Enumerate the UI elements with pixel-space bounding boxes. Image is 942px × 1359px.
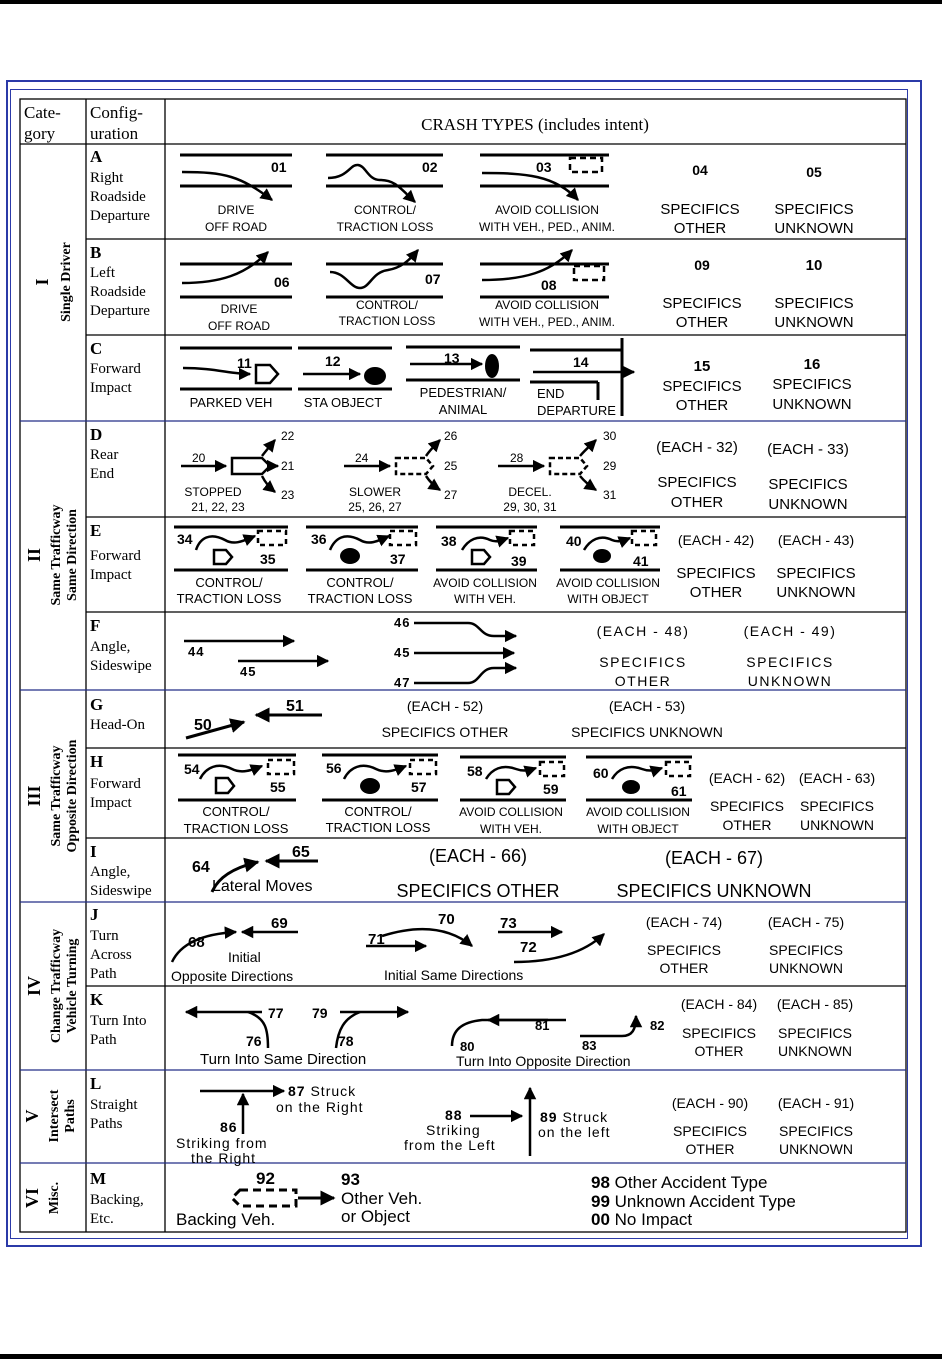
svg-text:(EACH - 42): (EACH - 42) xyxy=(677,532,755,548)
svg-text:Impact: Impact xyxy=(90,380,132,396)
svg-text:OTHER: OTHER xyxy=(673,220,727,237)
row-F xyxy=(184,615,836,690)
svg-text:UNKNOWN: UNKNOWN xyxy=(776,584,856,601)
row-L xyxy=(176,1083,854,1166)
svg-text:Initial: Initial xyxy=(228,949,261,965)
svg-text:SPECIFICS: SPECIFICS xyxy=(676,565,756,582)
svg-text:50: 50 xyxy=(194,717,212,734)
category-V xyxy=(22,1089,78,1142)
svg-text:78: 78 xyxy=(338,1033,354,1049)
config-E xyxy=(90,521,141,583)
svg-text:SLOWER: SLOWER xyxy=(348,485,402,499)
svg-text:38: 38 xyxy=(441,533,457,549)
svg-text:80: 80 xyxy=(460,1039,475,1054)
svg-text:SPECIFICS: SPECIFICS xyxy=(647,942,721,958)
config-L xyxy=(90,1074,138,1132)
svg-text:OTHER: OTHER xyxy=(614,673,672,689)
svg-text:AVOID COLLISION: AVOID COLLISION xyxy=(495,203,599,217)
row-H xyxy=(178,755,875,836)
svg-text:(EACH - 91): (EACH - 91) xyxy=(777,1095,855,1111)
svg-text:28: 28 xyxy=(510,451,524,465)
config-B xyxy=(90,243,150,319)
svg-text:UNKNOWN: UNKNOWN xyxy=(774,220,854,237)
svg-text:WITH OBJECT: WITH OBJECT xyxy=(567,592,649,606)
code-15: 15 xyxy=(693,358,711,375)
svg-text:SPECIFICS: SPECIFICS xyxy=(662,295,742,312)
svg-text:SPECIFICS: SPECIFICS xyxy=(768,476,848,493)
svg-text:TRACTION LOSS: TRACTION LOSS xyxy=(338,314,436,328)
category-IV xyxy=(24,929,80,1043)
svg-text:87 Struck: 87 Struck xyxy=(288,1083,357,1099)
svg-text:H: H xyxy=(90,752,104,771)
svg-text:SPECIFICS: SPECIFICS xyxy=(599,654,687,670)
svg-text:(EACH - 43): (EACH - 43) xyxy=(777,532,855,548)
svg-text:Intersect: Intersect xyxy=(47,1089,62,1143)
svg-text:PARKED VEH: PARKED VEH xyxy=(189,395,273,410)
svg-text:DECEL.: DECEL. xyxy=(508,485,552,499)
row-C xyxy=(180,338,852,418)
svg-text:(EACH - 74): (EACH - 74) xyxy=(645,914,723,930)
svg-text:88: 88 xyxy=(445,1107,463,1123)
svg-text:from the Left: from the Left xyxy=(404,1137,496,1153)
row-D xyxy=(181,429,849,514)
category-I xyxy=(32,242,74,322)
svg-text:Same Trafficway: Same Trafficway xyxy=(49,745,64,847)
svg-text:Turn Into Same Direction: Turn Into Same Direction xyxy=(200,1051,367,1068)
svg-text:(EACH - 90): (EACH - 90) xyxy=(671,1095,749,1111)
svg-text:CONTROL/: CONTROL/ xyxy=(326,575,394,590)
config-H xyxy=(90,752,141,811)
svg-text:Paths: Paths xyxy=(90,1116,123,1132)
svg-text:Angle,: Angle, xyxy=(90,864,131,880)
config-I xyxy=(90,842,152,899)
svg-text:99 Unknown Accident Type: 99 Unknown Accident Type xyxy=(591,1192,796,1211)
svg-text:Lateral Moves: Lateral Moves xyxy=(212,878,313,895)
svg-text:UNKNOWN: UNKNOWN xyxy=(747,673,833,689)
row-G xyxy=(186,698,723,740)
svg-text:AVOID COLLISION: AVOID COLLISION xyxy=(459,805,563,819)
svg-text:VI: VI xyxy=(22,1187,42,1209)
code-10: 10 xyxy=(805,257,823,274)
svg-text:Roadside: Roadside xyxy=(90,189,146,205)
svg-text:CONTROL/: CONTROL/ xyxy=(344,804,412,819)
header-category-1: Cate- xyxy=(24,103,61,122)
svg-text:23: 23 xyxy=(281,488,295,502)
svg-text:Left: Left xyxy=(90,265,115,281)
svg-text:69: 69 xyxy=(271,915,288,932)
svg-text:46: 46 xyxy=(394,615,411,630)
svg-text:24: 24 xyxy=(355,451,369,465)
code-11: 11 xyxy=(237,355,252,371)
svg-text:27: 27 xyxy=(444,488,458,502)
svg-text:SPECIFICS: SPECIFICS xyxy=(774,295,854,312)
svg-text:OTHER: OTHER xyxy=(689,584,743,601)
svg-text:Striking: Striking xyxy=(426,1122,481,1138)
svg-text:WITH VEH.: WITH VEH. xyxy=(480,822,542,836)
svg-text:45: 45 xyxy=(240,664,257,679)
svg-text:41: 41 xyxy=(633,553,649,569)
header-config-1: Config- xyxy=(90,103,143,122)
code-01: 01 xyxy=(271,159,287,175)
svg-text:Other Veh.: Other Veh. xyxy=(341,1189,423,1208)
config-J xyxy=(90,905,132,982)
svg-text:Opposite Directions: Opposite Directions xyxy=(171,968,294,984)
svg-text:AVOID COLLISION: AVOID COLLISION xyxy=(495,298,599,312)
svg-text:57: 57 xyxy=(411,779,427,795)
svg-text:Head-On: Head-On xyxy=(90,717,145,733)
svg-text:SPECIFICS: SPECIFICS xyxy=(660,201,740,218)
svg-text:SPECIFICS: SPECIFICS xyxy=(778,1025,852,1041)
code-08: 08 xyxy=(541,277,557,293)
svg-text:L: L xyxy=(90,1074,102,1093)
svg-text:SPECIFICS: SPECIFICS xyxy=(682,1025,756,1041)
row-I xyxy=(192,844,812,901)
svg-text:Opposite Direction: Opposite Direction xyxy=(65,739,80,853)
svg-text:SPECIFICS: SPECIFICS xyxy=(746,654,834,670)
svg-text:I: I xyxy=(90,842,97,861)
svg-text:SPECIFICS: SPECIFICS xyxy=(673,1123,747,1139)
svg-text:WITH VEH., PED., ANIM.: WITH VEH., PED., ANIM. xyxy=(478,315,616,329)
svg-text:AVOID COLLISION: AVOID COLLISION xyxy=(556,576,660,590)
category-VI xyxy=(22,1182,62,1214)
code-05: 05 xyxy=(806,164,822,180)
svg-text:OFF ROAD: OFF ROAD xyxy=(208,319,270,333)
bottom-rule xyxy=(0,1354,942,1359)
header-crash-types: CRASH TYPES (includes intent) xyxy=(421,115,649,134)
svg-text:(EACH - 32): (EACH - 32) xyxy=(656,439,738,456)
svg-text:21: 21 xyxy=(281,459,295,473)
svg-text:Sideswipe: Sideswipe xyxy=(90,658,152,674)
svg-text:39: 39 xyxy=(511,553,527,569)
code-12: 12 xyxy=(325,353,341,369)
svg-text:(EACH - 84): (EACH - 84) xyxy=(680,996,758,1012)
svg-text:Impact: Impact xyxy=(90,567,132,583)
svg-text:C: C xyxy=(90,339,103,358)
svg-text:CONTROL/: CONTROL/ xyxy=(355,298,419,312)
svg-text:II: II xyxy=(24,547,44,563)
svg-text:E: E xyxy=(90,521,102,540)
code-09: 09 xyxy=(694,257,710,273)
svg-text:K: K xyxy=(90,990,104,1009)
svg-text:21, 22, 23: 21, 22, 23 xyxy=(191,500,245,514)
config-A xyxy=(90,147,150,224)
svg-text:SPECIFICS: SPECIFICS xyxy=(776,565,856,582)
svg-text:A: A xyxy=(90,147,103,166)
svg-text:Forward: Forward xyxy=(90,361,141,377)
code-07: 07 xyxy=(425,271,441,287)
svg-text:58: 58 xyxy=(467,763,483,779)
config-M xyxy=(90,1169,144,1227)
code-06: 06 xyxy=(274,274,290,290)
svg-text:Same Trafficway: Same Trafficway xyxy=(49,504,64,606)
svg-text:DRIVE: DRIVE xyxy=(217,203,255,217)
svg-text:B: B xyxy=(90,243,102,262)
svg-text:CONTROL/: CONTROL/ xyxy=(202,804,270,819)
config-C xyxy=(90,339,141,396)
svg-text:Forward: Forward xyxy=(90,548,141,564)
svg-text:UNKNOWN: UNKNOWN xyxy=(769,960,843,976)
svg-text:29, 30, 31: 29, 30, 31 xyxy=(503,500,557,514)
code-02: 02 xyxy=(422,159,438,175)
svg-text:Change Trafficway: Change Trafficway xyxy=(49,928,64,1044)
code-13: 13 xyxy=(444,350,460,366)
svg-text:IV: IV xyxy=(24,975,44,997)
svg-text:Same Direction: Same Direction xyxy=(65,509,80,601)
svg-text:76: 76 xyxy=(246,1033,262,1049)
svg-text:65: 65 xyxy=(292,844,310,861)
svg-text:III: III xyxy=(24,785,44,807)
svg-text:47: 47 xyxy=(394,675,411,690)
svg-text:92: 92 xyxy=(256,1169,275,1188)
svg-text:20: 20 xyxy=(192,451,206,465)
svg-text:Right: Right xyxy=(90,170,124,186)
svg-text:(EACH - 63): (EACH - 63) xyxy=(798,770,876,786)
svg-text:SPECIFICS: SPECIFICS xyxy=(710,798,784,814)
svg-text:(EACH - 85): (EACH - 85) xyxy=(776,996,854,1012)
svg-text:UNKNOWN: UNKNOWN xyxy=(768,496,848,513)
svg-text:UNKNOWN: UNKNOWN xyxy=(779,1141,853,1157)
svg-text:71: 71 xyxy=(368,931,385,948)
svg-text:83: 83 xyxy=(582,1038,597,1053)
svg-text:59: 59 xyxy=(543,781,559,797)
svg-text:SPECIFICS UNKNOWN: SPECIFICS UNKNOWN xyxy=(616,881,812,901)
svg-text:CONTROL/: CONTROL/ xyxy=(195,575,263,590)
svg-text:45: 45 xyxy=(394,645,411,660)
svg-text:89 Struck: 89 Struck xyxy=(540,1109,609,1125)
svg-text:22: 22 xyxy=(281,429,295,443)
row-B xyxy=(180,250,854,333)
svg-text:25: 25 xyxy=(444,459,458,473)
svg-text:SPECIFICS: SPECIFICS xyxy=(800,798,874,814)
svg-text:64: 64 xyxy=(192,859,210,876)
svg-text:93: 93 xyxy=(341,1170,360,1189)
svg-text:(EACH - 48): (EACH - 48) xyxy=(596,623,690,639)
svg-text:OTHER: OTHER xyxy=(675,397,729,414)
svg-text:Path: Path xyxy=(90,1032,117,1048)
svg-text:34: 34 xyxy=(177,531,193,547)
svg-text:Departure: Departure xyxy=(90,208,150,224)
svg-text:25, 26, 27: 25, 26, 27 xyxy=(348,500,402,514)
svg-text:SPECIFICS UNKNOWN: SPECIFICS UNKNOWN xyxy=(571,724,723,740)
svg-text:68: 68 xyxy=(188,934,205,951)
svg-text:40: 40 xyxy=(566,533,582,549)
svg-text:Across: Across xyxy=(90,947,132,963)
svg-text:44: 44 xyxy=(188,644,205,659)
code-14: 14 xyxy=(573,354,589,370)
svg-text:(EACH - 66): (EACH - 66) xyxy=(428,846,528,866)
svg-text:WITH VEH., PED., ANIM.: WITH VEH., PED., ANIM. xyxy=(478,220,616,234)
svg-text:81: 81 xyxy=(535,1018,550,1033)
header-config-2: uration xyxy=(90,124,139,143)
svg-text:61: 61 xyxy=(671,783,687,799)
svg-text:OTHER: OTHER xyxy=(670,494,724,511)
svg-text:SPECIFICS: SPECIFICS xyxy=(772,376,852,393)
svg-text:Departure: Departure xyxy=(90,303,150,319)
code-03: 03 xyxy=(536,159,552,175)
svg-text:(EACH - 52): (EACH - 52) xyxy=(406,698,484,714)
category-III xyxy=(24,739,80,852)
svg-text:Straight: Straight xyxy=(90,1097,138,1113)
svg-text:31: 31 xyxy=(603,488,617,502)
svg-text:73: 73 xyxy=(500,915,517,932)
svg-text:TRACTION LOSS: TRACTION LOSS xyxy=(307,591,413,606)
svg-text:98 Other Accident Type: 98 Other Accident Type xyxy=(591,1173,768,1192)
row-A xyxy=(180,155,854,237)
svg-text:Impact: Impact xyxy=(90,795,132,811)
svg-text:TRACTION LOSS: TRACTION LOSS xyxy=(176,591,282,606)
svg-text:Angle,: Angle, xyxy=(90,639,131,655)
svg-text:(EACH - 75): (EACH - 75) xyxy=(767,914,845,930)
svg-text:30: 30 xyxy=(603,429,617,443)
category-II xyxy=(24,505,80,606)
svg-text:End: End xyxy=(90,466,115,482)
svg-text:UNKNOWN: UNKNOWN xyxy=(772,396,852,413)
svg-text:86: 86 xyxy=(220,1119,238,1135)
config-K xyxy=(90,990,147,1048)
svg-text:SPECIFICS: SPECIFICS xyxy=(657,474,737,491)
config-F xyxy=(90,616,152,674)
category-labels xyxy=(22,242,80,1214)
config-D xyxy=(90,425,118,482)
svg-text:Paths: Paths xyxy=(63,1099,78,1133)
svg-text:M: M xyxy=(90,1169,107,1188)
svg-text:TRACTION LOSS: TRACTION LOSS xyxy=(325,820,431,835)
svg-text:Turn Into: Turn Into xyxy=(90,1013,147,1029)
svg-text:Turn: Turn xyxy=(90,928,119,944)
svg-text:UNKNOWN: UNKNOWN xyxy=(774,314,854,331)
svg-text:(EACH - 33): (EACH - 33) xyxy=(767,441,849,458)
svg-text:SPECIFICS: SPECIFICS xyxy=(779,1123,853,1139)
svg-text:END: END xyxy=(537,386,565,401)
svg-text:77: 77 xyxy=(268,1005,284,1021)
svg-text:the Right: the Right xyxy=(191,1150,257,1166)
svg-text:SPECIFICS: SPECIFICS xyxy=(662,378,742,395)
svg-text:54: 54 xyxy=(184,761,200,777)
svg-text:35: 35 xyxy=(260,551,276,567)
svg-text:DRIVE: DRIVE xyxy=(220,302,258,316)
svg-text:SPECIFICS OTHER: SPECIFICS OTHER xyxy=(396,881,560,901)
svg-text:Etc.: Etc. xyxy=(90,1211,114,1227)
svg-text:00 No Impact: 00 No Impact xyxy=(591,1210,693,1229)
config-G xyxy=(90,695,145,733)
svg-text:Turn Into Opposite Direction: Turn Into Opposite Direction xyxy=(456,1053,631,1069)
svg-text:OTHER: OTHER xyxy=(675,314,729,331)
svg-text:70: 70 xyxy=(438,911,455,928)
config-labels xyxy=(90,147,152,1227)
svg-text:51: 51 xyxy=(286,698,304,715)
svg-text:Initial Same Directions: Initial Same Directions xyxy=(384,967,524,983)
svg-text:OTHER: OTHER xyxy=(694,1043,744,1059)
table-header xyxy=(24,103,649,143)
svg-text:72: 72 xyxy=(520,939,537,956)
header-category-2: gory xyxy=(24,124,56,143)
svg-text:TRACTION LOSS: TRACTION LOSS xyxy=(336,220,434,234)
code-16: 16 xyxy=(803,356,821,373)
svg-text:WITH VEH.: WITH VEH. xyxy=(454,592,516,606)
svg-text:STOPPED: STOPPED xyxy=(184,485,242,499)
svg-text:SPECIFICS: SPECIFICS xyxy=(774,201,854,218)
svg-text:OTHER: OTHER xyxy=(659,960,709,976)
svg-text:J: J xyxy=(90,905,99,924)
svg-text:UNKNOWN: UNKNOWN xyxy=(800,817,874,833)
svg-text:TRACTION LOSS: TRACTION LOSS xyxy=(183,821,289,836)
svg-text:OTHER: OTHER xyxy=(685,1141,735,1157)
code-04: 04 xyxy=(692,162,708,178)
svg-text:26: 26 xyxy=(444,429,458,443)
row-J xyxy=(171,911,844,984)
svg-text:DEPARTURE: DEPARTURE xyxy=(537,403,616,418)
svg-text:PEDESTRIAN/: PEDESTRIAN/ xyxy=(419,385,507,400)
svg-text:(EACH - 49): (EACH - 49) xyxy=(743,623,837,639)
svg-text:Vehicle Turning: Vehicle Turning xyxy=(65,938,80,1034)
svg-text:36: 36 xyxy=(311,531,327,547)
svg-text:Misc.: Misc. xyxy=(47,1181,62,1215)
svg-text:79: 79 xyxy=(312,1005,328,1021)
svg-text:I: I xyxy=(32,278,52,286)
svg-text:(EACH - 62): (EACH - 62) xyxy=(708,770,786,786)
svg-text:WITH OBJECT: WITH OBJECT xyxy=(597,822,679,836)
svg-text:F: F xyxy=(90,616,101,635)
svg-text:OTHER: OTHER xyxy=(722,817,772,833)
svg-text:56: 56 xyxy=(326,760,342,776)
svg-text:AVOID COLLISION: AVOID COLLISION xyxy=(433,576,537,590)
svg-text:STA OBJECT: STA OBJECT xyxy=(303,395,383,410)
svg-text:OFF ROAD: OFF ROAD xyxy=(205,220,267,234)
row-E xyxy=(174,527,856,606)
svg-text:Backing Veh.: Backing Veh. xyxy=(176,1210,276,1229)
svg-text:82: 82 xyxy=(650,1018,665,1033)
svg-text:Single Driver: Single Driver xyxy=(59,242,74,322)
svg-text:Path: Path xyxy=(90,966,117,982)
svg-text:V: V xyxy=(22,1109,42,1123)
svg-text:UNKNOWN: UNKNOWN xyxy=(778,1043,852,1059)
svg-text:29: 29 xyxy=(603,459,617,473)
svg-text:Sideswipe: Sideswipe xyxy=(90,883,152,899)
svg-text:AVOID COLLISION: AVOID COLLISION xyxy=(586,805,690,819)
row-M xyxy=(176,1169,796,1229)
svg-text:55: 55 xyxy=(270,779,286,795)
svg-text:on the left: on the left xyxy=(538,1124,611,1140)
row-K xyxy=(186,996,853,1069)
svg-text:SPECIFICS OTHER: SPECIFICS OTHER xyxy=(381,724,509,740)
svg-text:37: 37 xyxy=(390,551,406,567)
svg-text:Striking from: Striking from xyxy=(176,1135,268,1151)
svg-text:D: D xyxy=(90,425,103,444)
svg-text:ANIMAL: ANIMAL xyxy=(438,402,488,417)
svg-text:on the Right: on the Right xyxy=(276,1099,364,1115)
svg-text:SPECIFICS: SPECIFICS xyxy=(769,942,843,958)
svg-text:or Object: or Object xyxy=(341,1207,410,1226)
svg-text:G: G xyxy=(90,695,104,714)
svg-text:(EACH - 53): (EACH - 53) xyxy=(608,698,686,714)
svg-text:60: 60 xyxy=(593,765,609,781)
svg-text:CONTROL/: CONTROL/ xyxy=(353,203,417,217)
svg-text:Backing,: Backing, xyxy=(90,1192,144,1208)
svg-text:Forward: Forward xyxy=(90,776,141,792)
svg-text:(EACH - 67): (EACH - 67) xyxy=(664,848,764,868)
svg-text:Roadside: Roadside xyxy=(90,284,146,300)
svg-text:Rear: Rear xyxy=(90,447,119,463)
